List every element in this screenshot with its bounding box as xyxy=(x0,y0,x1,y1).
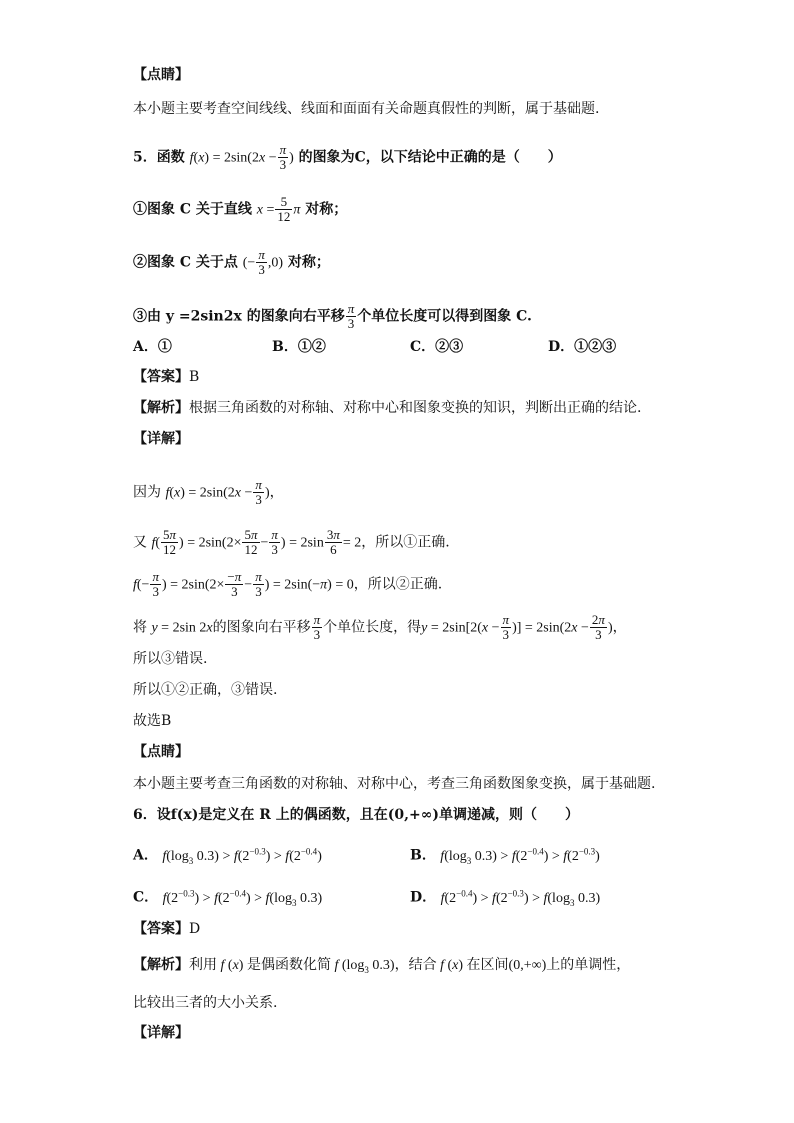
section-label-dianjing-2: 【点睛】 xyxy=(133,744,189,760)
summary-text-2: 本小题主要考查三角函数的对称轴、对称中心，考查三角函数图象变换，属于基础题. xyxy=(133,776,656,792)
detail-label-5: 【详解】 xyxy=(133,431,189,447)
q6-option-a: A． $f(\log_3$ $0.3) > f(2^{-0.3}) > f(2^{-0.4})$ xyxy=(133,846,322,866)
option-d: D．①②③ xyxy=(548,339,617,355)
question-5: 5．函数 f(x) = 2sin(2x − $\frac{\pi}{3}$ ) 的图象为C，以下结论中正确的是（ ） xyxy=(133,142,562,172)
statement-1: ①图象 C 关于直线 x = $\frac{5}{12}$ π 对称； xyxy=(133,194,348,224)
analysis-6-line2: 比较出三者的大小关系. xyxy=(133,995,278,1011)
option-a: A．① xyxy=(133,339,172,355)
statement-2: ②图象 C 关于点 (− $\frac{\pi}{3}$ ,0) 对称； xyxy=(133,247,330,277)
q6-option-d: D． $f(2^{-0.4}) > f(2^{-0.3}) > f(\log_3$ 0.3) xyxy=(410,888,601,908)
q6-option-c: C． $f(2^{-0.3}) > f(2^{-0.4}) > f(\log_3$ 0.3) xyxy=(133,888,323,908)
statement-3: ③由 y =2sin2x 的图象向右平移 $\frac{\pi}{3}$ 个单位长度可以得到图象 C. xyxy=(133,301,532,331)
solution-line-2: 又 f( $\frac{5\pi}{12}$ ) = 2sin(2× $\frac{5\pi}{12}$ − $\frac{\pi}{3}$ ) = 2sin $\frac{3\pi}{6}$ = 2，所以①正确. xyxy=(133,527,450,557)
answer-5: 【答案】B xyxy=(133,369,200,385)
solution-line-7: 故选B xyxy=(133,713,172,729)
analysis-6: 【解析】利用 f (x) 是偶函数化简 f ($\log_3$ 0.3)，结合 f (x) 在区间(0,+∞)上的单调性， xyxy=(133,957,631,975)
question-6: 6．设f(x)是定义在 R 上的偶函数，且在(0,+∞)单调递减，则（ ） xyxy=(133,807,579,823)
summary-text: 本小题主要考查空间线线、线面和面面有关命题真假性的判断，属于基础题. xyxy=(133,101,600,117)
q6-option-b: B． $f(\log_3$ $0.3) > f(2^{-0.4}) > f(2^{-0.3})$ xyxy=(410,846,600,866)
solution-line-6: 所以①②正确，③错误. xyxy=(133,682,278,698)
detail-label-6: 【详解】 xyxy=(133,1025,189,1041)
solution-line-4: 将 y = 2sin 2x的图象向右平移 $\frac{\pi}{3}$ 个单位长度，得y = 2sin[2(x − $\frac{\pi}{3}$ )] = 2sin(2x − $\frac{2\pi}{3}$ )， xyxy=(133,612,627,642)
section-label-dianjing: 【点睛】 xyxy=(133,67,189,83)
answer-6: 【答案】D xyxy=(133,921,201,937)
solution-line-1: 因为 f(x) = 2sin(2x − $\frac{\pi}{3}$ )， xyxy=(133,477,284,507)
option-b: B．①② xyxy=(272,339,326,355)
solution-line-5: 所以③错误. xyxy=(133,651,208,667)
option-c: C．②③ xyxy=(410,339,464,355)
solution-line-3: f(− $\frac{\pi}{3}$ ) = 2sin(2× $\frac{-\pi}{3}$ − $\frac{\pi}{3}$ ) = 2sin(−π) = 0，所以②正确. xyxy=(133,569,443,599)
analysis-5: 【解析】根据三角函数的对称轴、对称中心和图象变换的知识，判断出正确的结论. xyxy=(133,400,642,416)
